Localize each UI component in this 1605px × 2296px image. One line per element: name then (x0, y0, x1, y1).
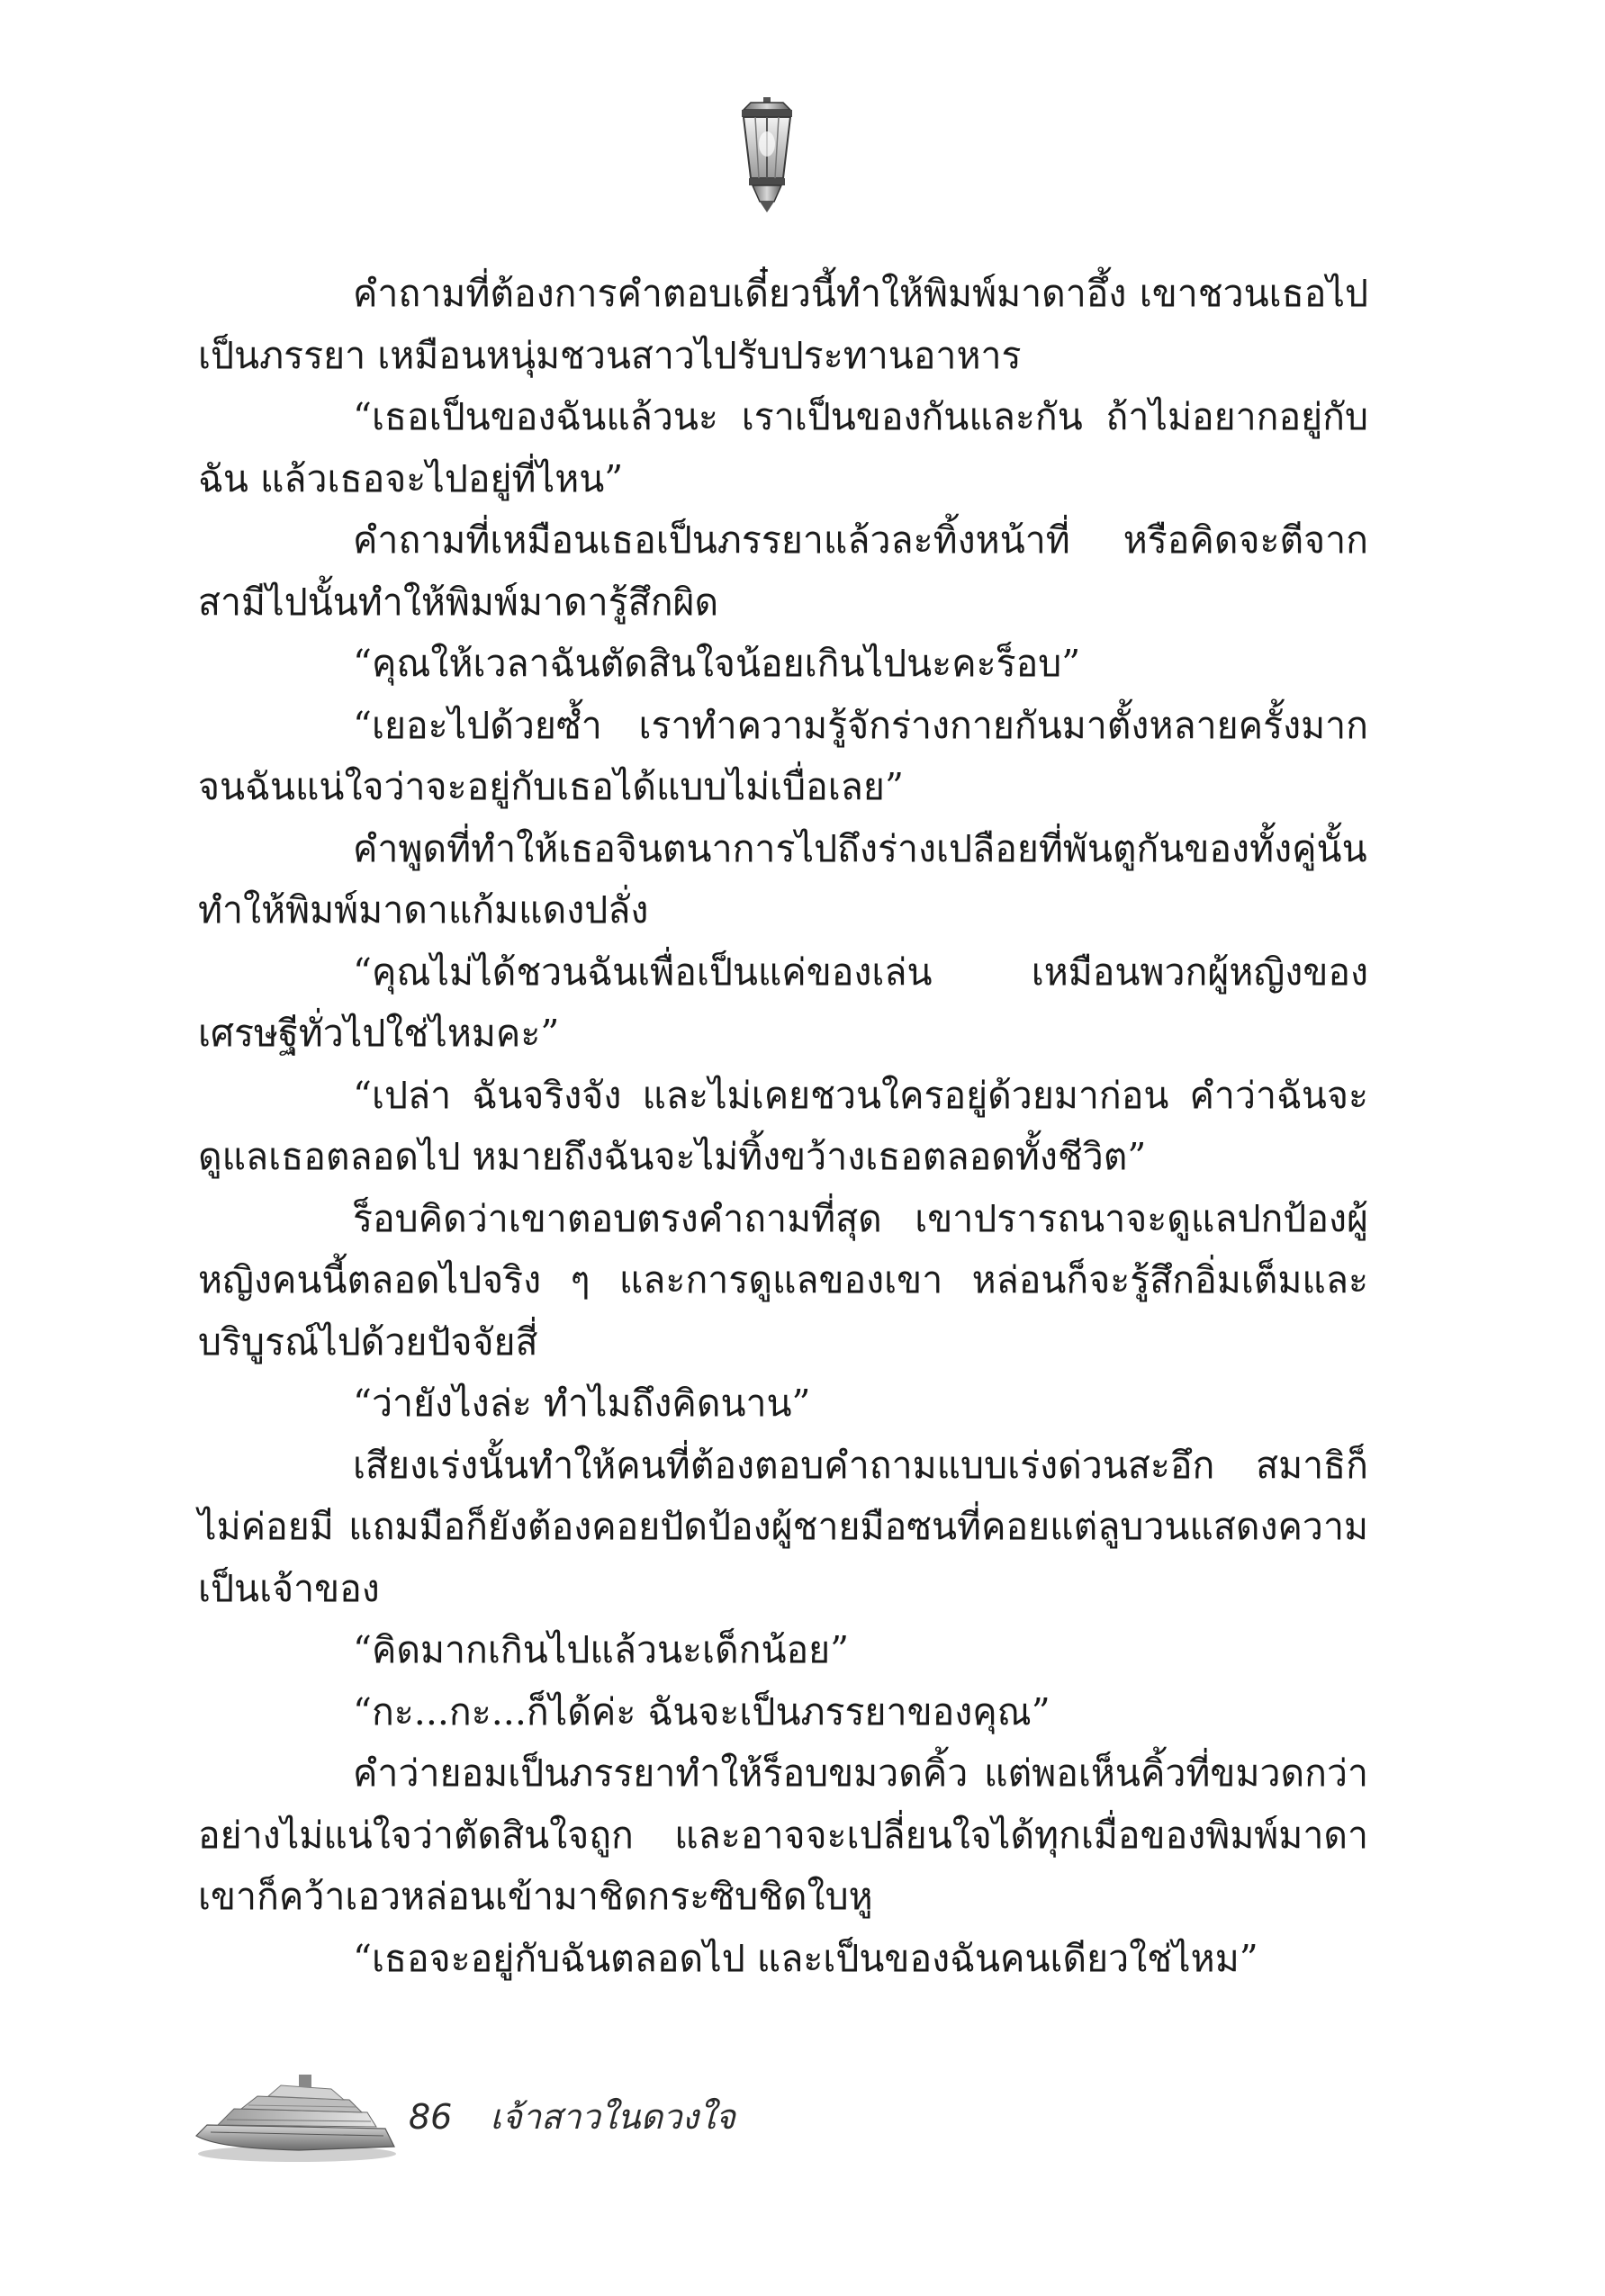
ship-icon (191, 2066, 398, 2165)
paragraph: “คุณให้เวลาฉันตัดสินใจน้อยเกินไปนะคะร็อบ” (353, 642, 1081, 685)
book-title: เจ้าสาวในดวงใจ (490, 2097, 735, 2137)
paragraph: เสียงเร่งนั้นทำให้คนที่ต้องตอบคำถามแบบเร่งด่วนสะอึก สมาธิก็ไม่ค่อยมี แถมมือก็ยังต้องคอยปัดป้องผู้ชายมือซนที่คอยแต่ลูบวนแสดงความเป็นเจ้าของ (198, 1443, 1368, 1610)
paragraph: คำว่ายอมเป็นภรรยาทำให้ร็อบขมวดคิ้ว แต่พอเห็นคิ้วที่ขมวดกว่าอย่างไม่แน่ใจว่าตัดสินใจถูก และอาจจะเปลี่ยนใจได้ทุกเมื่อของพิมพ์มาดา เขาก็คว้าเอวหล่อนเข้ามาชิดกระซิบชิดใบหู (198, 1751, 1368, 1918)
page-footer (191, 2066, 1001, 2165)
paragraph: “เธอจะอยู่กับฉันตลอดไป และเป็นของฉันคนเดียวใช่ไหม” (353, 1936, 1258, 1980)
paragraph: คำถามที่ต้องการคำตอบเดี๋ยวนี้ทำให้พิมพ์มาดาอึ้ง เขาชวนเธอไปเป็นภรรยา เหมือนหนุ่มชวนสาวไปรับประทานอาหาร (198, 272, 1368, 377)
paragraph: ร็อบคิดว่าเขาตอบตรงคำถามที่สุด เขาปรารถนาจะดูแลปกป้องผู้หญิงคนนี้ตลอดไปจริง ๆ และการดูแลของเขา หล่อนก็จะรู้สึกอิ่มเต็มและบริบูรณ์ไปด้วยปัจจัยสี่ (198, 1196, 1368, 1364)
folio (409, 2089, 735, 2144)
paragraph: “กะ...กะ...ก็ได้ค่ะ ฉันจะเป็นภรรยาของคุณ” (353, 1689, 1050, 1733)
page-number: 86 (409, 2097, 453, 2137)
body-text (198, 263, 1368, 1989)
paragraph: คำถามที่เหมือนเธอเป็นภรรยาแล้วละทิ้งหน้าที่ หรือคิดจะตีจากสามีไปนั้นทำให้พิมพ์มาดารู้สึกผิด (198, 518, 1368, 624)
paragraph: “ว่ายังไงล่ะ ทำไมถึงคิดนาน” (353, 1382, 811, 1425)
paragraph: คำพูดที่ทำให้เธอจินตนาการไปถึงร่างเปลือยที่พันตูกันของทั้งคู่นั้นทำให้พิมพ์มาดาแก้มแดงปลั่ง (198, 826, 1367, 932)
lantern-icon (729, 97, 805, 214)
paragraph: “คุณไม่ได้ชวนฉันเพื่อเป็นแค่ของเล่น เหมือนพวกผู้หญิงของเศรษฐีทั่วไปใช่ไหมคะ” (198, 950, 1368, 1055)
paragraph: “เปล่า ฉันจริงจัง และไม่เคยชวนใครอยู่ด้วยมาก่อน คำว่าฉันจะดูแลเธอตลอดไป หมายถึงฉันจะไม่ทิ้งขว้างเธอตลอดทั้งชีวิต” (198, 1073, 1368, 1178)
paragraph: “เธอเป็นของฉันแล้วนะ เราเป็นของกันและกัน ถ้าไม่อยากอยู่กับฉัน แล้วเธอจะไปอยู่ที่ไหน” (198, 395, 1368, 500)
paragraph: “คิดมากเกินไปแล้วนะเด็กน้อย” (353, 1628, 850, 1671)
paragraph: “เยอะไปด้วยซ้ำ เราทำความรู้จักร่างกายกันมาตั้งหลายครั้งมากจนฉันแน่ใจว่าจะอยู่กับเธอได้แบบไม่เบื่อเลย” (198, 703, 1368, 808)
